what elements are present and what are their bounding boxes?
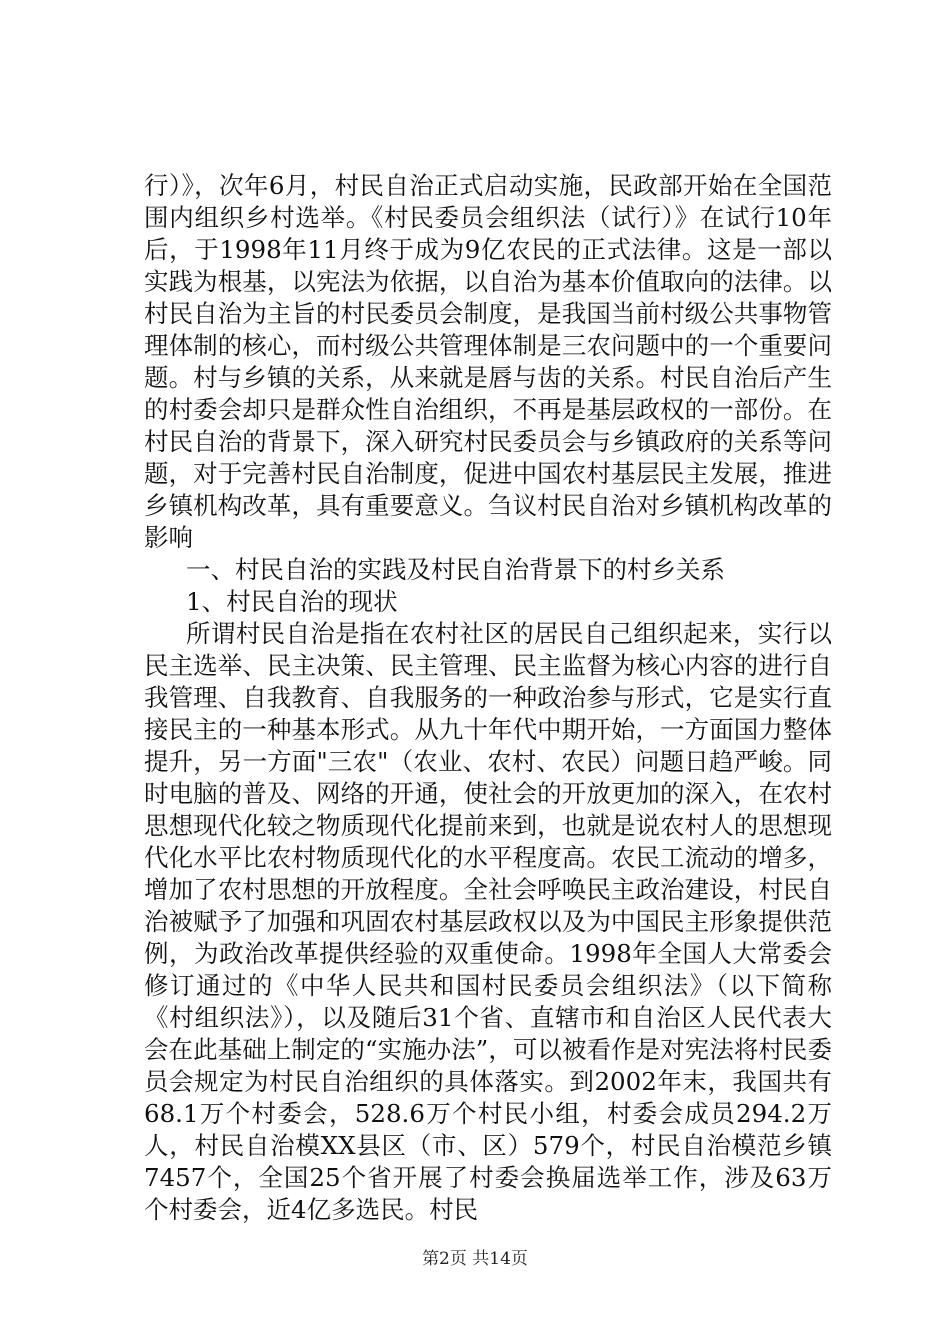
body-paragraph: 所谓村民自治是指在农村社区的居民自己组织起来，实行以民主选举、民主决策、民主管理、民主监督为核心内容的进行自我管理、自我教育、自我服务的一种政治参与形式，它是实行直接民主的一种基本形式。从九十年代中期开始，一方面国力整体提升，另一方面"三农"（农业、农村、农民）问题日趋严峻。同时电脑的普及、网络的开通，使社会的开放更加的深入，在农村思想现代化较之物质现代化提前来到，也就是说农村人的思想现代化水平比农村物质现代化的水平程度高。农民工流动的增多，增加了农村思想的开放程度。全社会呼唤民主政治建设，村民自治被赋予了加强和巩固农村基层政权以及为中国民主形象提供范例，为政治改革提供经验的双重使命。1998年全国人大常委会修订通过的《中华人民共和国村民委员会组织法》（以下简称《村组织法》），以及随后31个省、直辖市和自治区人民代表大会在此基础上制定的“实施办法”，可以被看作是对宪法将村民委员会规定为村民自治组织的具体落实。到2002年末，我国共有68.1万个村委会，528.6万个村民小组，村委会成员294.2万人，村民自治模XX县区（市、区）579个，村民自治模范乡镇7457个，全国25个省开展了村委会换届选举工作，涉及63万个村委会，近4亿多选民。村民 <box>144 619 832 1224</box>
subsection-heading: 1、村民自治的现状 <box>186 587 398 616</box>
page-number-footer: 第2页 共14页 <box>422 1249 528 1269</box>
body-paragraph: 行）》，次年6月，村民自治正式启动实施，民政部开始在全国范围内组织乡村选举。《村民委员会组织法（试行）》在试行10年后，于1998年11月终于成为9亿农民的正式法律。这是一部以实践为根基，以宪法为依据，以自治为基本价值取向的法律。以村民自治为主旨的村民委员会制度，是我国当前村级公共事物管理体制的核心，而村级公共管理体制是三农问题中的一个重要问题。村与乡镇的关系，从来就是唇与齿的关系。村民自治后产生的村委会却只是群众性自治组织，不再是基层政权的一部份。在村民自治的背景下，深入研究村民委员会与乡镇政府的关系等问题，对于完善村民自治制度，促进中国农村基层民主发展，推进乡镇机构改革，具有重要意义。刍议村民自治对乡镇机构改革的影响 <box>144 171 832 552</box>
document-body <box>144 170 832 1226</box>
section-heading: 一、村民自治的实践及村民自治背景下的村乡关系 <box>186 555 725 584</box>
